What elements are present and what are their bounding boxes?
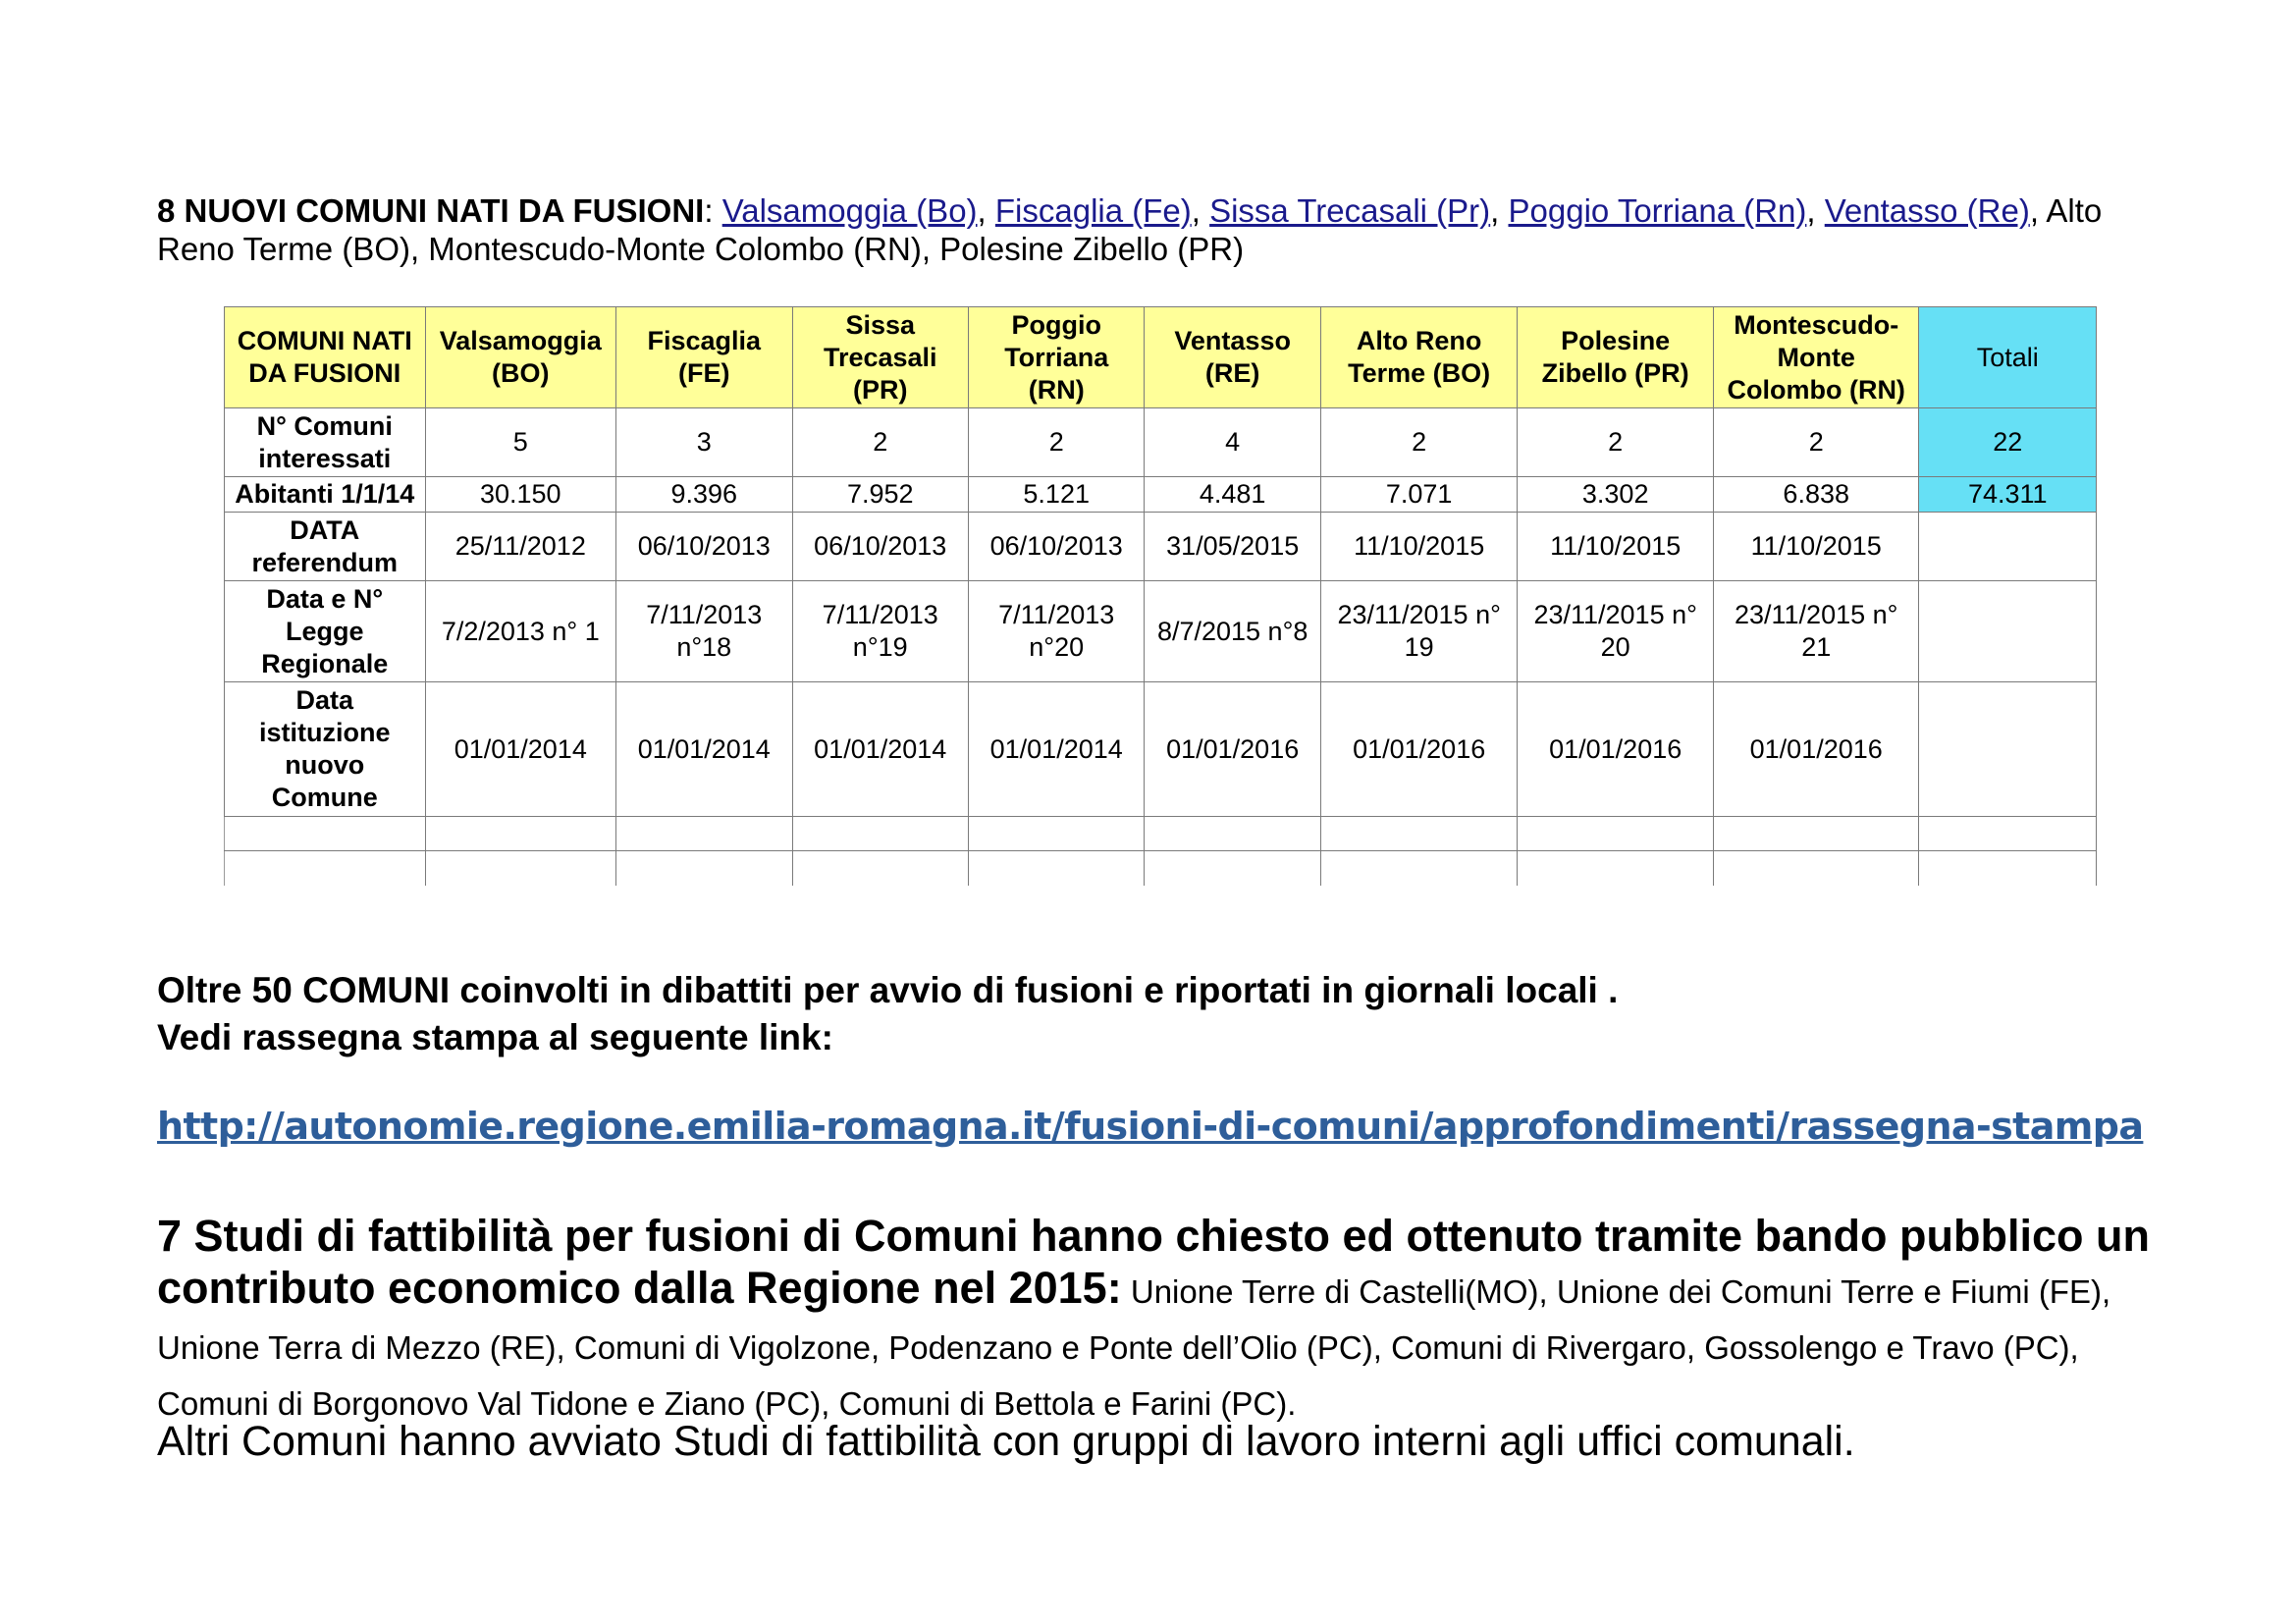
table-corner-header: COMUNI NATI DA FUSIONI [225, 307, 426, 408]
table-cell [1320, 817, 1518, 851]
table-row [225, 682, 2097, 817]
fusioni-table [224, 306, 2097, 886]
table-cell [792, 851, 968, 886]
col-header: Sissa Trecasali (PR) [792, 307, 968, 408]
table-cell: 3.302 [1518, 477, 1714, 513]
total-cell [1919, 581, 2097, 682]
debate-line-1: Oltre 50 COMUNI coinvolti in dibattiti per avvio di fusioni e riportati in giornali locali . [157, 970, 1619, 1010]
table-header-row [225, 307, 2097, 408]
link-ventasso[interactable]: Ventasso (Re) [1824, 192, 2030, 229]
intro-paragraph: 8 NUOVI COMUNI NATI DA FUSIONI: Valsamoggia (Bo), Fiscaglia (Fe), Sissa Trecasali (Pr), Poggio Torriana (Rn), Ventasso (Re), Alto Reno Terme (BO), Montescudo-Monte Colombo (RN), Polesine Zibello (PR) [157, 192, 2103, 267]
table-cell [1145, 851, 1320, 886]
col-header: Polesine Zibello (PR) [1518, 307, 1714, 408]
row-label: DATA referendum [225, 513, 426, 581]
table-cell [616, 851, 792, 886]
table-cell: 2 [1320, 408, 1518, 477]
table-cell: 11/10/2015 [1713, 513, 1919, 581]
table-cell [1919, 817, 2097, 851]
total-cell [1919, 682, 2097, 817]
debate-line-2: Vedi rassegna stampa al seguente link: [157, 1017, 833, 1057]
table-row-empty [225, 851, 2097, 886]
table-cell: 2 [968, 408, 1144, 477]
table-cell: 9.396 [616, 477, 792, 513]
table-cell: 23/11/2015 n° 19 [1320, 581, 1518, 682]
table-cell [1320, 851, 1518, 886]
table-row [225, 581, 2097, 682]
table-cell: 5 [425, 408, 616, 477]
table-cell [1145, 817, 1320, 851]
table-cell: 3 [616, 408, 792, 477]
intro-colon: : [704, 192, 722, 229]
table-cell [225, 817, 426, 851]
link-poggio-torriana[interactable]: Poggio Torriana (Rn) [1508, 192, 1807, 229]
table-cell: 2 [792, 408, 968, 477]
table-cell [792, 817, 968, 851]
table-cell: 30.150 [425, 477, 616, 513]
rassegna-stampa-link[interactable]: http://autonomie.regione.emilia-romagna.it/fusioni-di-comuni/approfondimenti/rassegna-stampa [157, 1105, 2144, 1148]
table-cell: 01/01/2016 [1320, 682, 1518, 817]
table-cell: 8/7/2015 n°8 [1145, 581, 1320, 682]
table-cell: 23/11/2015 n° 20 [1518, 581, 1714, 682]
col-header: Fiscaglia (FE) [616, 307, 792, 408]
table-cell: 11/10/2015 [1518, 513, 1714, 581]
link-fiscaglia[interactable]: Fiscaglia (Fe) [994, 192, 1192, 229]
table-cell [425, 851, 616, 886]
table-cell [1919, 851, 2097, 886]
table-cell [968, 851, 1144, 886]
table-cell: 23/11/2015 n° 21 [1713, 581, 1919, 682]
studies-paragraph [157, 1210, 2199, 1430]
col-header: Ventasso (RE) [1145, 307, 1320, 408]
row-label: Data istituzione nuovo Comune [225, 682, 426, 817]
table-cell: 7/2/2013 n° 1 [425, 581, 616, 682]
table-cell: 7/11/2013 n°19 [792, 581, 968, 682]
total-cell [1919, 513, 2097, 581]
total-cell: 22 [1919, 408, 2097, 477]
table-cell [425, 817, 616, 851]
link-sissa-trecasali[interactable]: Sissa Trecasali (Pr) [1209, 192, 1491, 229]
intro-rest: , Alto Reno Terme (BO), Montescudo-Monte Colombo (RN), Polesine Zibello (PR) [157, 192, 2103, 267]
table-cell [616, 817, 792, 851]
total-header: Totali [1919, 307, 2097, 408]
table-cell: 7/11/2013 n°20 [968, 581, 1144, 682]
total-cell: 74.311 [1919, 477, 2097, 513]
col-header: Montescudo-Monte Colombo (RN) [1713, 307, 1919, 408]
table-cell: 06/10/2013 [792, 513, 968, 581]
table-cell: 2 [1713, 408, 1919, 477]
table-cell [1713, 851, 1919, 886]
table-cell: 01/01/2016 [1713, 682, 1919, 817]
closing-paragraph: Altri Comuni hanno avviato Studi di fattibilità con gruppi di lavoro interni agli uffici comunali. [157, 1418, 1855, 1465]
table-cell: 01/01/2014 [425, 682, 616, 817]
table-row [225, 513, 2097, 581]
table-cell [1518, 817, 1714, 851]
table-row [225, 477, 2097, 513]
table-cell: 7/11/2013 n°18 [616, 581, 792, 682]
table-cell: 6.838 [1713, 477, 1919, 513]
table-cell: 2 [1518, 408, 1714, 477]
table-cell: 4 [1145, 408, 1320, 477]
col-header: Alto Reno Terme (BO) [1320, 307, 1518, 408]
link-valsamoggia[interactable]: Valsamoggia (Bo) [721, 192, 978, 229]
row-label: Data e N° Legge Regionale [225, 581, 426, 682]
table-cell: 06/10/2013 [968, 513, 1144, 581]
table-cell: 06/10/2013 [616, 513, 792, 581]
table-cell: 5.121 [968, 477, 1144, 513]
table-cell: 01/01/2014 [616, 682, 792, 817]
table-cell: 01/01/2016 [1145, 682, 1320, 817]
table-row-empty [225, 817, 2097, 851]
table-cell: 31/05/2015 [1145, 513, 1320, 581]
table-cell: 25/11/2012 [425, 513, 616, 581]
table-row [225, 408, 2097, 477]
intro-title: 8 NUOVI COMUNI NATI DA FUSIONI [157, 192, 705, 229]
table-cell: 7.952 [792, 477, 968, 513]
table-cell: 7.071 [1320, 477, 1518, 513]
table-cell [1713, 817, 1919, 851]
col-header: Poggio Torriana (RN) [968, 307, 1144, 408]
table-cell [968, 817, 1144, 851]
table-cell: 4.481 [1145, 477, 1320, 513]
table-cell: 01/01/2014 [792, 682, 968, 817]
row-label: N° Comuni interessati [225, 408, 426, 477]
studies-heading: 7 Studi di fattibilità per fusioni di Comuni hanno chiesto ed ottenuto tramite bando pubblico un contributo economico dalla Regione nel 2015: [157, 1211, 2150, 1313]
row-label: Abitanti 1/1/14 [225, 477, 426, 513]
table-cell: 01/01/2014 [968, 682, 1144, 817]
table-cell: 01/01/2016 [1518, 682, 1714, 817]
col-header: Valsamoggia (BO) [425, 307, 616, 408]
table-cell [1518, 851, 1714, 886]
debate-paragraph [157, 967, 2179, 1061]
table-cell [225, 851, 426, 886]
studies-list: Unione Terre di Castelli(MO), Unione dei Comuni Terre e Fiumi (FE), Unione Terra di Mezzo (RE), Comuni di Vigolzone, Podenzano e Ponte dell’Olio (PC), Comuni di Rivergaro, Gossolengo e Travo (PC), Comuni di Borgonovo Val Tidone e Ziano (PC), Comuni di Bettola e Farini (PC). [157, 1273, 2111, 1422]
table-cell: 11/10/2015 [1320, 513, 1518, 581]
